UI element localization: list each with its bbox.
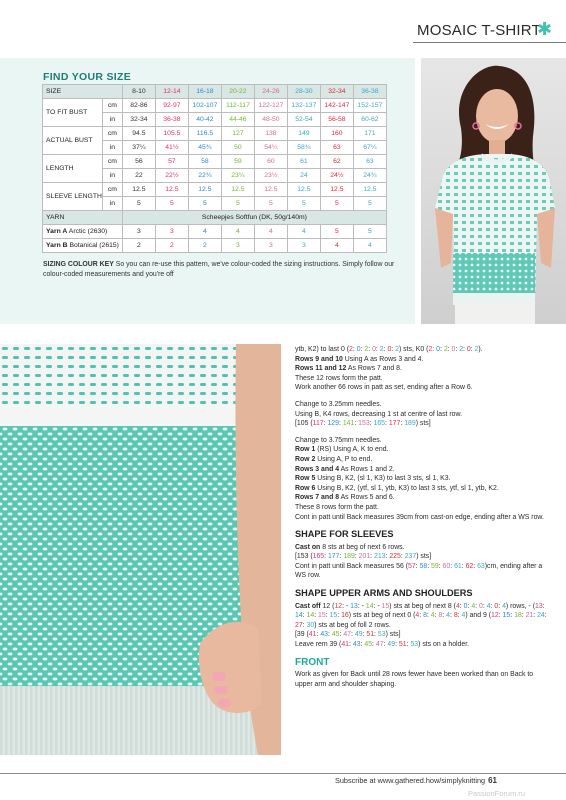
instruction-line: Rows 3 and 4 As Rows 1 and 2. bbox=[295, 465, 395, 473]
value-cell: 60 bbox=[254, 155, 287, 169]
yarn-row bbox=[43, 211, 387, 225]
value-cell: 63 bbox=[320, 141, 353, 155]
footer bbox=[335, 776, 497, 785]
value-cell: 5 bbox=[254, 197, 287, 211]
size-cell: 28-30 bbox=[287, 85, 320, 99]
unit-cell: in bbox=[102, 169, 122, 183]
instruction-line: [105 (117: 129: 141: 153: 165: 177: 189) sts] bbox=[295, 420, 431, 428]
watermark: PassionForum.ru bbox=[468, 789, 526, 798]
value-cell: 12.5 bbox=[221, 183, 254, 197]
value-cell: 4 bbox=[188, 225, 221, 239]
value-cell: 3 bbox=[122, 225, 155, 239]
size-cell: 16-18 bbox=[188, 85, 221, 99]
value-cell: 24 bbox=[287, 169, 320, 183]
value-cell: 2 bbox=[122, 239, 155, 253]
row-label: SLEEVE LENGTH bbox=[43, 183, 103, 211]
value-cell: 12.5 bbox=[320, 183, 353, 197]
value-cell: 60-62 bbox=[353, 113, 386, 127]
value-cell: 58 bbox=[188, 155, 221, 169]
instruction-line: Cont in patt until Back measures 56 (57: 58: 59: 60: 61: 62: 63)cm, ending after a WS row. bbox=[295, 562, 543, 580]
footer-rule bbox=[0, 773, 566, 774]
value-cell: 4 bbox=[320, 239, 353, 253]
instruction-line: Cast on 8 sts at beg of next 6 rows. bbox=[295, 543, 405, 551]
unit-cell: in bbox=[102, 197, 122, 211]
instruction-line: Rows 7 and 8 As Rows 5 and 6. bbox=[295, 494, 395, 502]
instruction-line: ytb, K2) to last 0 (2: 0: 2: 0: 2: 0: 2) sts, K0 (2: 0: 2: 0: 2: 0: 2). bbox=[295, 346, 483, 353]
value-cell: 44-46 bbox=[221, 113, 254, 127]
unit-cell: cm bbox=[102, 127, 122, 141]
value-cell: 3 bbox=[254, 239, 287, 253]
value-cell: 24½ bbox=[320, 169, 353, 183]
value-cell: 5 bbox=[353, 197, 386, 211]
value-cell: 4 bbox=[287, 225, 320, 239]
value-cell: 52-54 bbox=[287, 113, 320, 127]
value-cell: 105.5 bbox=[155, 127, 188, 141]
size-cell: 36-38 bbox=[353, 85, 386, 99]
yarn-a-label: Yarn A Arctic (2630) bbox=[43, 225, 123, 239]
unit-cell: in bbox=[102, 141, 122, 155]
value-cell: 23¼ bbox=[221, 169, 254, 183]
table-row bbox=[43, 225, 387, 239]
instruction-line: These 12 rows form the patt. bbox=[295, 374, 383, 382]
section-heading: SHAPE FOR SLEEVES bbox=[295, 529, 394, 540]
value-cell: 3 bbox=[221, 239, 254, 253]
yarn-label: YARN bbox=[43, 211, 123, 225]
table-row bbox=[43, 155, 387, 169]
value-cell: 2 bbox=[155, 239, 188, 253]
value-cell: 37¼ bbox=[122, 141, 155, 155]
sizing-colour-key: SIZING COLOUR KEY So you can re-use this pattern, we've colour-coded the sizing instructions. Simply follow our colour-coded measurements and you're off bbox=[43, 261, 395, 278]
row-label: LENGTH bbox=[43, 155, 103, 183]
value-cell: 138 bbox=[254, 127, 287, 141]
instruction-line: Work another 66 rows in patt as set, ending after a Row 6. bbox=[295, 384, 473, 392]
instruction-line: [39 (41: 43: 45: 47: 49: 51: 53) sts] bbox=[295, 631, 401, 639]
value-cell: 5 bbox=[353, 225, 386, 239]
value-cell: 32-34 bbox=[122, 113, 155, 127]
value-cell: 40-42 bbox=[188, 113, 221, 127]
yarn-b-label: Yarn B Botanical (2615) bbox=[43, 239, 123, 253]
value-cell: 5 bbox=[320, 225, 353, 239]
instruction-line: Work as given for Back until 28 rows fewer have been worked than on Back to upper arm and shoulder shaping. bbox=[295, 671, 534, 688]
row-label: TO FIT BUST bbox=[43, 99, 103, 127]
header-rule bbox=[413, 42, 566, 43]
value-cell: 4 bbox=[353, 239, 386, 253]
section-heading: FRONT bbox=[295, 656, 330, 668]
instruction-line: Using B, K4 rows, decreasing 1 st at centre of last row. bbox=[295, 410, 462, 418]
value-cell: 142-147 bbox=[320, 99, 353, 113]
value-cell: 2 bbox=[188, 239, 221, 253]
yarn-value: Scheepjes Softfun (DK, 50g/140m) bbox=[122, 211, 386, 225]
size-cell: 8-10 bbox=[122, 85, 155, 99]
value-cell: 5 bbox=[122, 197, 155, 211]
pattern-instructions bbox=[295, 345, 550, 689]
instruction-line: Rows 11 and 12 As Rows 7 and 8. bbox=[295, 365, 402, 373]
value-cell: 12.5 bbox=[122, 183, 155, 197]
value-cell: 12.5 bbox=[353, 183, 386, 197]
value-cell: 3 bbox=[287, 239, 320, 253]
value-cell: 62 bbox=[320, 155, 353, 169]
value-cell: 36-38 bbox=[155, 113, 188, 127]
value-cell: 132-137 bbox=[287, 99, 320, 113]
table-row bbox=[43, 239, 387, 253]
instruction-line: Leave rem 39 (41: 43: 45: 47: 49: 51: 53) sts on a holder. bbox=[295, 641, 470, 649]
value-cell: 22½ bbox=[155, 169, 188, 183]
value-cell: 5 bbox=[287, 197, 320, 211]
unit-cell: cm bbox=[102, 155, 122, 169]
value-cell: 12.5 bbox=[254, 183, 287, 197]
size-cell: 24-26 bbox=[254, 85, 287, 99]
instruction-line: Cast off 12 (12: - 13: - 14: - 15) sts at beg of next 8 (4: 0: 4: 0: 4: 0: 4) rows, - (13: 14: 14: 15: 15: 16) sts at beg of next 0 (4: 8: 4: 8: 4: 8: 4) and 9 (12: 15: 18: 21: 24: 27: 30) sts at beg of foll 2 rows. bbox=[295, 602, 547, 629]
value-cell: 61 bbox=[287, 155, 320, 169]
value-cell: 59 bbox=[221, 155, 254, 169]
value-cell: 92-97 bbox=[155, 99, 188, 113]
model-photo bbox=[421, 58, 566, 324]
value-cell: 58¾ bbox=[287, 141, 320, 155]
instruction-line: Change to 3.75mm needles. bbox=[295, 436, 382, 444]
value-cell: 41½ bbox=[155, 141, 188, 155]
instruction-line: Row 1 (RS) Using A, K to end. bbox=[295, 446, 389, 454]
value-cell: 102-107 bbox=[188, 99, 221, 113]
value-cell: 4 bbox=[254, 225, 287, 239]
value-cell: 5 bbox=[188, 197, 221, 211]
value-cell: 94.5 bbox=[122, 127, 155, 141]
knit-detail-photo bbox=[0, 344, 281, 755]
size-cell: 12-14 bbox=[155, 85, 188, 99]
value-cell: 56 bbox=[122, 155, 155, 169]
instruction-line: Row 2 Using A, P to end. bbox=[295, 455, 373, 463]
value-cell: 5 bbox=[221, 197, 254, 211]
value-cell: 112-117 bbox=[221, 99, 254, 113]
size-heading: FIND YOUR SIZE bbox=[43, 71, 132, 83]
size-cell: 20-22 bbox=[221, 85, 254, 99]
size-cell: 32-34 bbox=[320, 85, 353, 99]
value-cell: 45¾ bbox=[188, 141, 221, 155]
value-cell: 48-50 bbox=[254, 113, 287, 127]
value-cell: 50 bbox=[221, 141, 254, 155]
value-cell: 152-157 bbox=[353, 99, 386, 113]
pattern-title: MOSAIC T-SHIRT bbox=[417, 22, 541, 39]
value-cell: 4 bbox=[221, 225, 254, 239]
value-cell: 82-86 bbox=[122, 99, 155, 113]
section-heading: SHAPE UPPER ARMS AND SHOULDERS bbox=[295, 588, 473, 599]
value-cell: 171 bbox=[353, 127, 386, 141]
value-cell: 5 bbox=[155, 197, 188, 211]
value-cell: 67¼ bbox=[353, 141, 386, 155]
instruction-line: Row 6 Using B, K2, (ytf, sl 1, ytb, K3) to last 3 sts, ytf, sl 1, ytb, K2. bbox=[295, 484, 499, 492]
value-cell: 56-58 bbox=[320, 113, 353, 127]
value-cell: 22 bbox=[122, 169, 155, 183]
value-cell: 54¼ bbox=[254, 141, 287, 155]
instruction-line: These 8 rows form the patt. bbox=[295, 503, 379, 511]
instruction-line: [153 (165: 177: 189: 201: 213: 225: 237) sts] bbox=[295, 553, 432, 561]
instruction-line: Rows 9 and 10 Using A as Rows 3 and 4. bbox=[295, 355, 424, 363]
value-cell: 122-127 bbox=[254, 99, 287, 113]
value-cell: 24¾ bbox=[353, 169, 386, 183]
unit-cell: cm bbox=[102, 99, 122, 113]
table-row bbox=[43, 127, 387, 141]
value-cell: 116.5 bbox=[188, 127, 221, 141]
subscribe-link[interactable]: Subscribe at www.gathered.how/simplyknitting bbox=[335, 776, 486, 785]
value-cell: 12.5 bbox=[287, 183, 320, 197]
size-header-row bbox=[43, 85, 387, 99]
value-cell: 5 bbox=[320, 197, 353, 211]
table-row bbox=[43, 99, 387, 113]
value-cell: 12.5 bbox=[188, 183, 221, 197]
value-cell: 23½ bbox=[254, 169, 287, 183]
size-table bbox=[42, 84, 387, 253]
value-cell: 12.5 bbox=[155, 183, 188, 197]
value-cell: 3 bbox=[155, 225, 188, 239]
flower-icon: ✱ bbox=[537, 19, 553, 39]
instruction-line: Change to 3.25mm needles. bbox=[295, 400, 382, 408]
value-cell: 127 bbox=[221, 127, 254, 141]
value-cell: 57 bbox=[155, 155, 188, 169]
value-cell: 22¾ bbox=[188, 169, 221, 183]
page-number: 61 bbox=[488, 776, 497, 785]
size-label: SIZE bbox=[43, 85, 123, 99]
value-cell: 160 bbox=[320, 127, 353, 141]
unit-cell: cm bbox=[102, 183, 122, 197]
table-row bbox=[43, 183, 387, 197]
value-cell: 63 bbox=[353, 155, 386, 169]
instruction-line: Cont in patt until Back measures 39cm from cast-on edge, ending after a WS row. bbox=[295, 513, 544, 521]
instruction-line: Row 5 Using B, K2, (sl 1, K3) to last 3 sts, sl 1, K3. bbox=[295, 475, 451, 483]
row-label: ACTUAL BUST bbox=[43, 127, 103, 155]
unit-cell: in bbox=[102, 113, 122, 127]
value-cell: 149 bbox=[287, 127, 320, 141]
